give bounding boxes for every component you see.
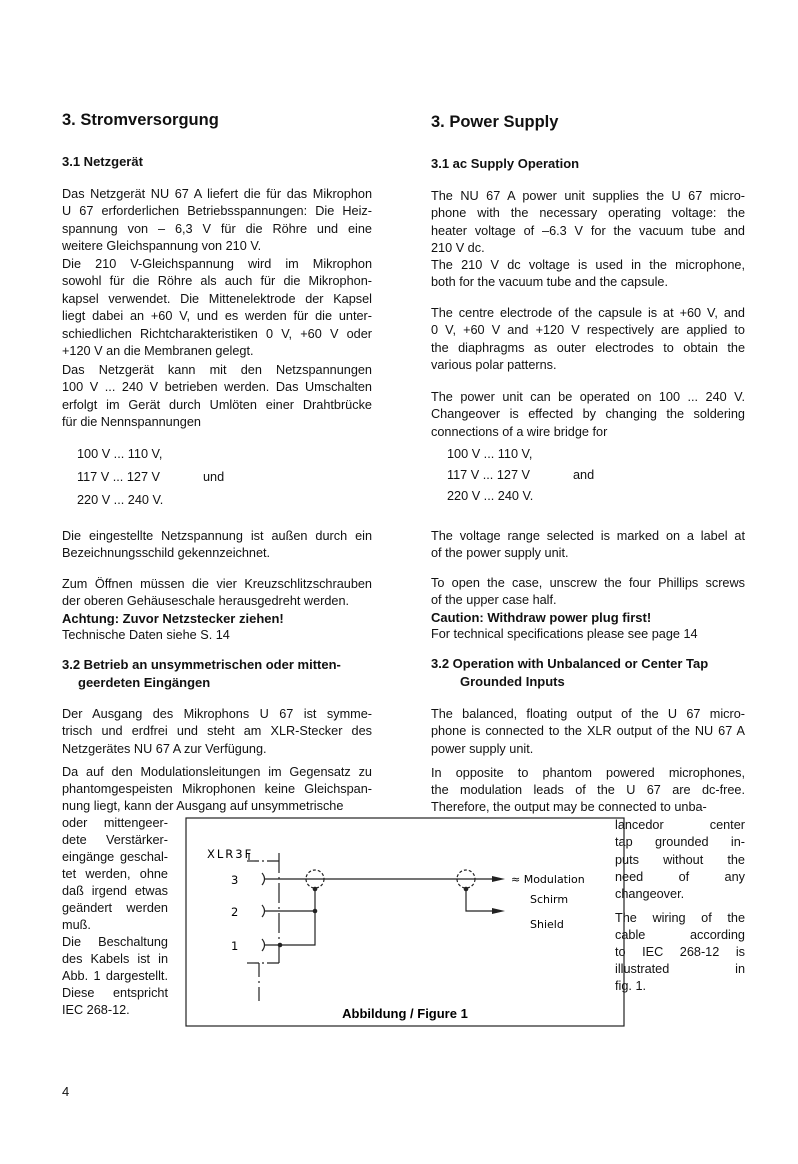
text-line: to IEC 268-12 is (615, 945, 745, 959)
junction-dot (278, 943, 283, 948)
figure-caption: Abbildung / Figure 1 (342, 1006, 468, 1021)
junction-dot (464, 887, 469, 892)
heading-line: geerdeten Eingängen (78, 674, 211, 690)
list-item: 220 V ... 240 V. (77, 493, 164, 507)
text-line: 210 V dc. (431, 241, 485, 256)
text-line: the modulation leads of the U 67 are dc-free. (431, 783, 745, 798)
caution-text-de: Achtung: Zuvor Netzstecker ziehen! (62, 611, 284, 626)
text-line: changeover. (615, 887, 685, 902)
text-line: Abb. 1 dargestellt. (62, 969, 168, 983)
shield-output-wire (466, 889, 498, 911)
text-line: 100 V ... 240 V betrieben werden. Das Umschalten (62, 380, 372, 395)
list-item: 100 V ... 110 V, (77, 447, 163, 461)
text-line: geändert werden (62, 901, 168, 915)
text-line: connections of a wire bridge for (431, 424, 608, 439)
text-line: need of any (615, 869, 745, 884)
text-line: heater voltage of –6.3 V for the vacuum tube and (431, 223, 745, 238)
text-line: der oberen Gehäuseschale herausgedreht werden. (62, 594, 350, 609)
text-line: lancedor center (615, 818, 745, 832)
text-line: fig. 1. (615, 979, 647, 993)
text-line: 0 V, +60 V and +120 V respectively are applied to (431, 323, 745, 338)
text-line: of the upper case half. (431, 593, 557, 608)
heading-line: 3.2 Betrieb an unsymmetrischen oder mitten- (62, 657, 341, 672)
text-line: trisch und erdfrei und steht am XLR-Stecker des (62, 724, 372, 739)
text-line: Das Netzgerät NU 67 A liefert die für das Mikrophon (62, 187, 372, 201)
list-item-text: 117 V ... 127 V (77, 470, 160, 484)
text-line: Die 210 V-Gleichspannung wird im Mikrophon (62, 257, 372, 271)
pin-label: 1 (231, 939, 239, 953)
text-line: weitere Gleichspannung von 210 V. (62, 239, 262, 254)
section-title-en: 3. Power Supply (431, 113, 559, 131)
text-line: sowohl für die Röhre als auch für die Mikrophon- (62, 274, 372, 289)
section-title-de: 3. Stromversorgung (62, 111, 219, 129)
text-line: cable according (615, 928, 745, 942)
text-line: Der Ausgang des Mikrophons U 67 ist symme- (62, 707, 372, 721)
text-line: Therefore, the output may be connected to unba- (431, 800, 707, 815)
arrow-icon (492, 876, 505, 882)
list-conjunction: and (573, 468, 595, 482)
text-line: phone is connected to the XLR output of the NU 67 A (431, 724, 745, 739)
text-line: Changeover is effected by changing the soldering (431, 407, 745, 422)
pin-sockets (262, 873, 265, 951)
connector-label: XLR3F (207, 847, 254, 861)
text-line: daß irgend etwas (62, 884, 168, 898)
page-number: 4 (62, 1084, 70, 1099)
text-line: muß. (62, 918, 91, 932)
junction-dot (313, 887, 318, 892)
text-line: kapsel verwendet. Die Mittenelektrode der Kapsel (62, 291, 372, 306)
text-line: dete Verstärker- (62, 833, 168, 847)
text-line: Diese entspricht (62, 986, 168, 1000)
text-line: oder mittengeer- (62, 816, 168, 830)
text-line: Zum Öffnen müssen die vier Kreuzschlitzschrauben (62, 577, 372, 591)
specs-reference-en: For technical specifications please see page 14 (431, 627, 698, 641)
arrow-icon (492, 908, 505, 914)
text-line: power supply unit. (431, 741, 534, 756)
shield-wire (265, 889, 315, 945)
text-line: phone with the necessary operating voltage: the (431, 206, 745, 221)
subsection-heading-de: 3.1 Netzgerät (62, 154, 143, 169)
text-line: spannung von – 6,3 V für die Röhre und eine (62, 221, 372, 236)
text-line: To open the case, unscrew the four Phillips screws (431, 576, 745, 590)
text-line: Da auf den Modulationsleitungen im Gegensatz zu (62, 765, 372, 779)
text-line: The power unit can be operated on 100 ... 240 V. (431, 390, 745, 404)
text-line: nung liegt, kann der Ausgang auf unsymmetrische (62, 799, 344, 814)
text-line: The balanced, floating output of the U 67 micro- (431, 707, 745, 721)
text-line: IEC 268-12. (62, 1003, 130, 1017)
heading-line: Grounded Inputs (460, 673, 565, 689)
list-conjunction: und (203, 470, 225, 484)
text-line: Das Netzgerät kann mit den Netzspannungen (62, 363, 372, 377)
text-line: the diaphragms as outer electrodes to obtain the (431, 340, 745, 355)
text-line: schiedlichen Richtcharakteristiken 0 V, +60 V oder (62, 326, 372, 341)
text-line: eingänge geschal- (62, 850, 168, 864)
text-line: Die eingestellte Netzspannung ist außen durch ein (62, 529, 372, 543)
text-line: In opposite to phantom powered microphones, (431, 766, 745, 780)
text-line: tet werden, ohne (62, 867, 168, 881)
modulation-label: ≈ Modulation (511, 873, 585, 886)
text-line: liegt dabei an +60 V, und es werden für die unter- (62, 309, 372, 324)
text-line: The centre electrode of the capsule is at +60 V, and (431, 306, 745, 320)
shield-label: Shield (530, 918, 564, 931)
subsection-heading-en: 3.1 ac Supply Operation (431, 156, 580, 171)
caution-text-en: Caution: Withdraw power plug first! (431, 610, 652, 625)
text-line: Bezeichnungsschild gekennzeichnet. (62, 546, 271, 561)
text-line: of the power supply unit. (431, 546, 569, 561)
text-line: phantomgespeisten Mikrophonen keine Gleichspan- (62, 782, 372, 797)
text-line: tap grounded in- (615, 835, 745, 850)
pin-label: 2 (231, 905, 239, 919)
text-line: The NU 67 A power unit supplies the U 67 micro- (431, 189, 745, 203)
specs-reference-de: Technische Daten siehe S. 14 (62, 628, 230, 642)
text-line: puts without the (615, 852, 745, 867)
text-line: des Kabels ist in (62, 952, 168, 966)
text-line: The voltage range selected is marked on a label at (431, 529, 745, 543)
text-line: +120 V an die Membranen gelegt. (62, 344, 254, 359)
text-line: für die Nennspannungen (62, 415, 201, 430)
text-line: both for the vacuum tube and the capsule. (431, 275, 668, 290)
pin-label: 3 (231, 873, 239, 887)
list-item: 100 V ... 110 V, (447, 447, 533, 461)
schirm-label: Schirm (530, 893, 569, 906)
text-line: The 210 V dc voltage is used in the microphone, (431, 258, 745, 272)
heading-line: 3.2 Operation with Unbalanced or Center Tap (431, 656, 709, 671)
text-line: various polar patterns. (431, 358, 557, 373)
junction-dot (313, 909, 318, 914)
text-line: erfolgt im Gerät durch Umlöten einer Drahtbrücke (62, 397, 372, 412)
list-item: 220 V ... 240 V. (447, 489, 534, 503)
text-line: U 67 erforderlichen Betriebsspannungen: Die Heiz- (62, 204, 372, 219)
text-line: illustrated in (615, 962, 745, 976)
text-line: Netzgerätes NU 67 A zur Verfügung. (62, 741, 267, 756)
list-item-text: 117 V ... 127 V (447, 468, 530, 482)
text-line: The wiring of the (615, 911, 745, 925)
text-line: Die Beschaltung (62, 935, 168, 949)
